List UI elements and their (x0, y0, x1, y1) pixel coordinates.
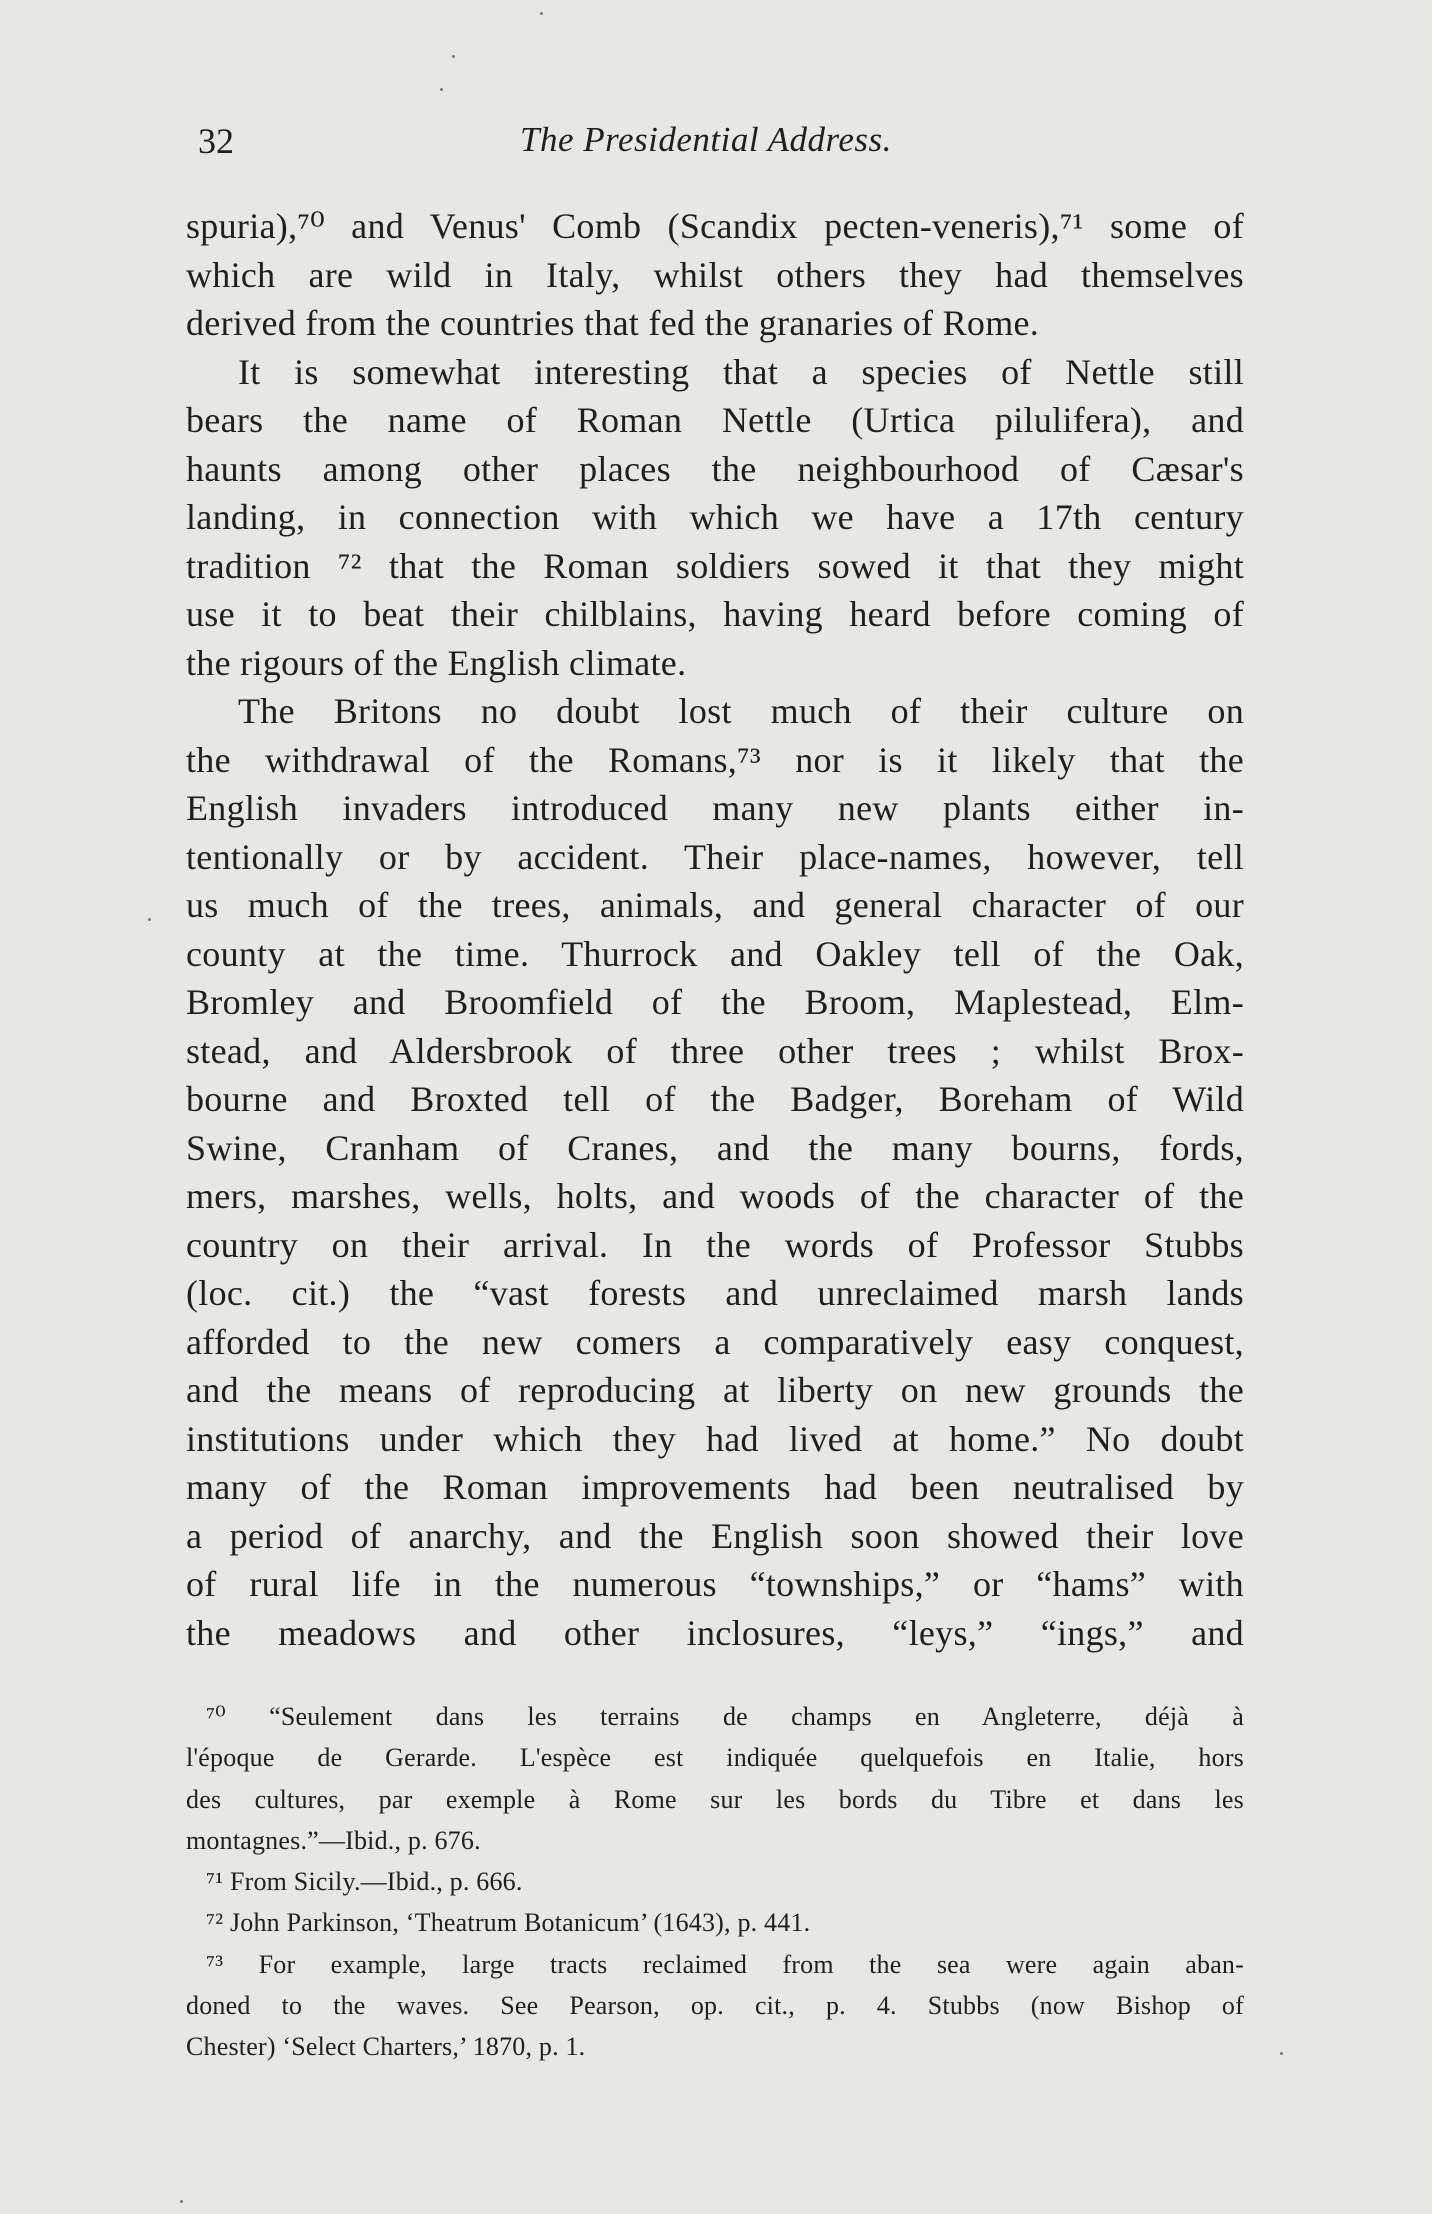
body-line: which are wild in Italy, whilst others they had themselves (186, 254, 1244, 295)
footnote-73-line: doned to the waves. See Pearson, op. cit., p. 4. Stubbs (now Bishop of (186, 1991, 1244, 2021)
body-line: (loc. cit.) the “vast forests and unreclaimed marsh lands (186, 1273, 1244, 1313)
paper-speck (148, 918, 151, 921)
footnote-73-line: Chester) ‘Select Charters,’ 1870, p. 1. (186, 2032, 586, 2062)
footnote-70-line: des cultures, par exemple à Rome sur les bords du Tibre et dans les (186, 1784, 1244, 1814)
body-line: The Britons no doubt lost much of their culture on (238, 691, 1244, 731)
body-line: Bromley and Broomfield of the Broom, Maplestead, Elm- (186, 982, 1244, 1022)
footnote-73-line: ⁷³ For example, large tracts reclaimed from the sea were again aban- (206, 1949, 1244, 1979)
body-line: the rigours of the English climate. (186, 642, 687, 683)
body-line: haunts among other places the neighbourhood of Cæsar's (186, 448, 1244, 489)
body-line: us much of the trees, animals, and general character of our (186, 885, 1244, 925)
paper-speck (452, 55, 455, 58)
body-line: bourne and Broxted tell of the Badger, Boreham of Wild (186, 1079, 1244, 1119)
body-line: Swine, Cranham of Cranes, and the many bourns, fords, (186, 1127, 1244, 1168)
body-line: institutions under which they had lived at home.” No doubt (186, 1418, 1244, 1459)
body-text (186, 202, 1244, 1657)
body-line: It is somewhat interesting that a species of Nettle still (238, 351, 1244, 392)
body-line: country on their arrival. In the words of Professor Stubbs (186, 1224, 1244, 1265)
footnote-72: ⁷² John Parkinson, ‘Theatrum Botanicum’ (1643), p. 441. (206, 1908, 811, 1938)
footnote-70-line: l'époque de Gerarde. L'espèce est indiquée quelquefois en Italie, hors (186, 1743, 1244, 1773)
footnote-70-line: montagnes.”—Ibid., p. 676. (186, 1825, 481, 1855)
paper-speck (180, 2200, 183, 2203)
footnotes (186, 1696, 1244, 2068)
body-line: tradition ⁷² that the Roman soldiers sowed it that they might (186, 545, 1244, 586)
body-line: bears the name of Roman Nettle (Urtica pilulifera), and (186, 400, 1244, 440)
page-number: 32 (198, 121, 234, 161)
footnote-70-line: ⁷⁰ “Seulement dans les terrains de champs en Angleterre, déjà à (206, 1702, 1244, 1731)
body-line: landing, in connection with which we have a 17th century (186, 497, 1244, 537)
body-line: mers, marshes, wells, holts, and woods of the character of the (186, 1176, 1244, 1216)
body-line: use it to beat their chilblains, having heard before coming of (186, 594, 1244, 634)
paper-speck (540, 12, 543, 15)
body-line: spuria),⁷⁰ and Venus' Comb (Scandix pecten-veneris),⁷¹ some of (186, 206, 1244, 246)
paper-speck (1280, 2052, 1283, 2055)
body-line: of rural life in the numerous “townships,” or “hams” with (186, 1564, 1244, 1604)
paper-speck (440, 88, 443, 91)
body-line: stead, and Aldersbrook of three other trees ; whilst Brox- (186, 1030, 1244, 1071)
body-line: derived from the countries that fed the granaries of Rome. (186, 303, 1040, 343)
body-line: English invaders introduced many new plants either in- (186, 788, 1244, 828)
body-line: a period of anarchy, and the English soon showed their love (186, 1515, 1244, 1556)
footnote-71: ⁷¹ From Sicily.—Ibid., p. 666. (206, 1867, 523, 1897)
body-line: afforded to the new comers a comparatively easy conquest, (186, 1321, 1244, 1362)
body-line: and the means of reproducing at liberty on new grounds the (186, 1370, 1244, 1410)
body-line: county at the time. Thurrock and Oakley tell of the Oak, (186, 933, 1244, 974)
body-line: tentionally or by accident. Their place-names, however, tell (186, 836, 1244, 877)
body-line: many of the Roman improvements had been neutralised by (186, 1467, 1244, 1507)
body-line: the withdrawal of the Romans,⁷³ nor is it likely that the (186, 739, 1244, 780)
body-line: the meadows and other inclosures, “leys,” “ings,” and (186, 1612, 1244, 1653)
page-header (190, 120, 1240, 164)
running-title: The Presidential Address. (520, 120, 892, 159)
